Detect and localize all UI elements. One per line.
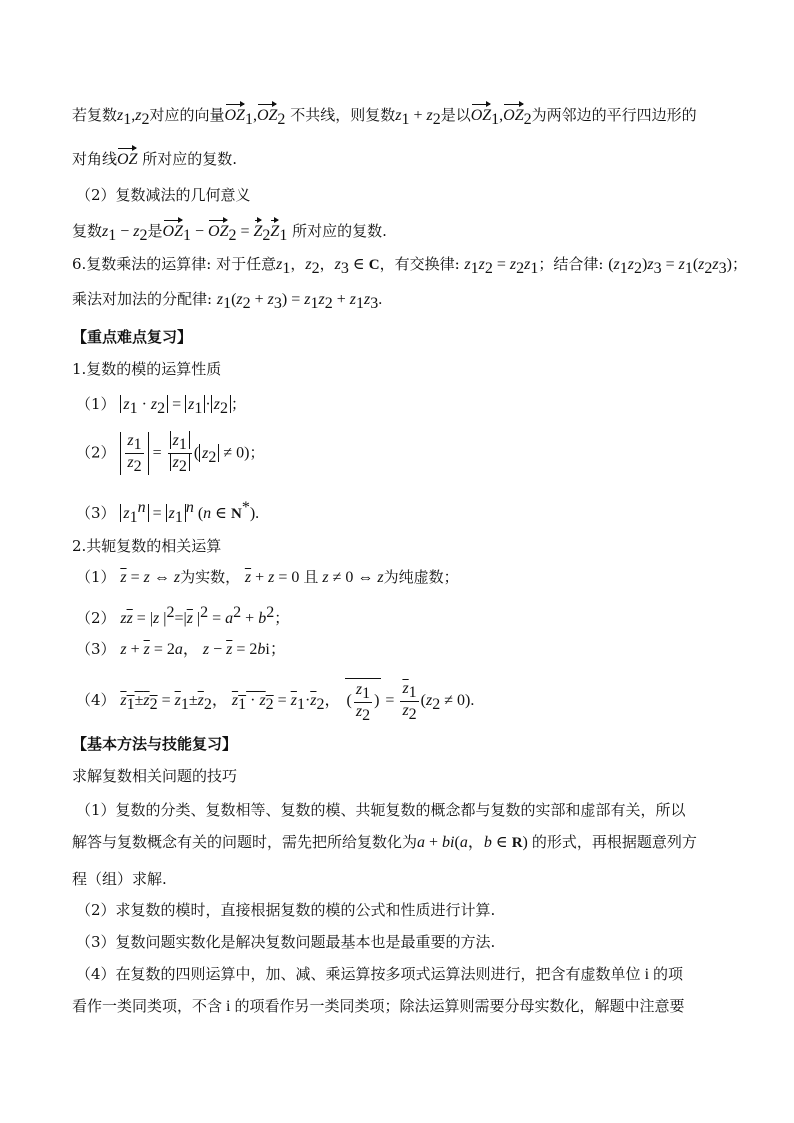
section-heading-methods: 【基本方法与技能复习】 [72,735,238,753]
paragraph-distributive-law: 乘法对加法的分配律: $z_1(z_2 + z_3) = z_1z_2 + z_1z_3$. [72,290,383,312]
methods-line-5: （3）复数问题实数化是解决复数问题最基本也是最重要的方法. [76,933,496,951]
modulus-property-2: （2） $\frac{z_1}{z_2}$ = $\frac{z_1}{z_2}$ ( $z_2 \ne 0$)； [76,432,265,475]
methods-title: 求解复数相关问题的技巧 [72,767,238,785]
item-modulus-properties-title: 1.复数的模的运算性质 [72,360,222,378]
section-heading-key-points: 【重点难点复习】 [72,328,193,346]
conjugate-rule-4: （4） $z_1\pm z_2 = \overline{z}_1\pm\overline{z}_2$， $z_1 \cdot z_2 = \overline{z}_1\cdot\overline{z}_2$， ( $\frac{z_1}{z_2}$ ) = $\frac{\overline{z}_1}{\overline{z}_2}$ $(z_2 \ne 0)$. [76,679,475,724]
methods-line-1: （1）复数的分类、复数相等、复数的模、共轭复数的概念都与复数的实部和虚部有关，所以 [76,801,686,819]
methods-line-2: 解答与复数概念有关的问题时，需先把所给复数化为a + bi(a，b ∈ R) 的形式，再根据题意列方 [72,833,697,851]
conjugate-rule-1: （1） $\overline{z} = z$ ⇔ z为实数， $\overline{z} + z = 0$ 且 z ≠ 0 ⇔ z为纯虚数； [76,568,459,586]
item-conjugate-title: 2.共轭复数的相关运算 [72,537,222,555]
modulus-property-1: （1） $z_1 \cdot z_2 = z_1 \cdot z_2$ ； [76,395,246,417]
subsection-subtraction-meaning: （2）复数减法的几何意义 [76,186,251,204]
paragraph-addition-meaning: 若复数$z_1,z_2$对应的向量$OZ_1,OZ_2$ 不共线，则复数$z_1 + z_2$是以$OZ_1,OZ_2$为两邻边的平行四边形的 [72,106,697,128]
modulus-property-3: （3） $z_1^n = z_1^n$ (n ∈ N*). [76,499,260,526]
methods-line-3: 程（组）求解. [72,870,167,888]
paragraph-subtraction: 复数$z_1 - z_2$是$OZ_1 - OZ_2 = Z_2Z_1$ 所对应的复数. [72,222,387,244]
conjugate-rule-2: （2） $z\overline{z} = |z$ $|^2=|\overline{z}$ $|^2 = a^2 + b^2$； [76,604,290,627]
methods-line-6: （4）在复数的四则运算中，加、减、乘运算按多项式运算法则进行，把含有虚数单位 i 的项 [76,965,684,983]
paragraph-multiplication-laws: 6.复数乘法的运算律: 对于任意$z_1$，$z_2$，$z_3$ ∈ C，有交换律: $z_1z_2 = z_2z_1$；结合律: $(z_1z_2)z_3 = z_1(z_2z_3)$； [72,255,747,277]
conjugate-rule-3: （3） $z + \overline{z} = 2a$， $z - \overline{z} = 2bi$； [76,640,286,658]
paragraph-diagonal: 对角线OZ 所对应的复数. [72,148,237,171]
methods-line-4: （2）求复数的模时，直接根据复数的模的公式和性质进行计算. [76,901,496,919]
methods-line-7: 看作一类同类项，不含 i 的项看作另一类同类项；除法运算则需要分母实数化，解题中注意要 [72,997,685,1015]
